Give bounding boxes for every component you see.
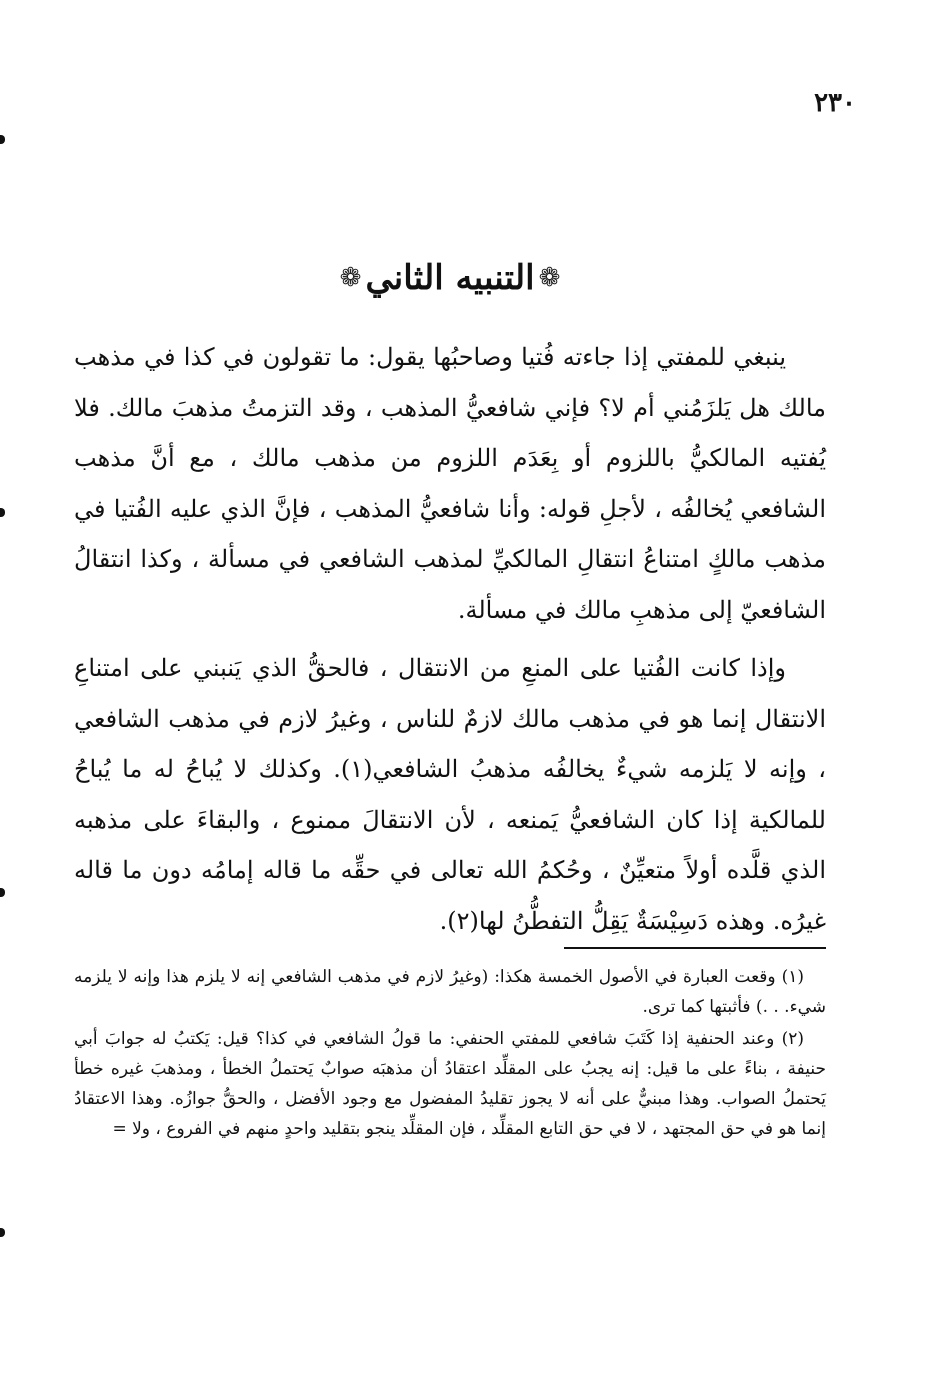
scan-edge-mark	[0, 135, 5, 144]
footnote-1: (١) وقعت العبارة في الأصول الخمسة هكذا: (وغيرُ لازم في مذهب الشافعي إنه لا يلزم هذا وإنه لا يلزمه شيء. . .) فأثبتها كما ترى.	[74, 967, 826, 1017]
page-number: ٢٣٠	[814, 88, 856, 118]
footnote-2: (٢) وعند الحنفية إذا كَتَبَ شافعي للمفتي الحنفي: ما قولُ الشافعي في كذا؟ قيل: يَكتبُ له جوابَ أبي حنيفة ، بناءً على ما قيل: إنه يجبُ على المقلِّد اعتقادُ أن مذهبَه صوابٌ يَحتملُ الخطأ ، ومذهبَ غيره خطأ يَحتملُ الصواب. وهذا مبنيٌّ على أنه لا يجوز تقليدُ المفضول مع وجود الأفضل ، والحقُّ جوازُه. وهذا الاعتقادُ إنما هو في حق المجتهد ، لا في حق التابع المقلِّد ، فإن المقلِّد ينجو بتقليد واحدٍ منهم في الفروع ، ولا =	[74, 1029, 826, 1139]
scan-edge-mark	[0, 508, 5, 517]
paragraph-1: ينبغي للمفتي إذا جاءته فُتيا وصاحبُها يقول: ما تقولون في كذا في مذهب مالك هل يَلزَمُني أم لا؟ فإني شافعيُّ المذهب ، وقد التزمتُ مذهبَ مالك. فلا يُفتيه المالكيُّ باللزوم أو بِعَدَم اللزوم من مذهب مالك ، مع أنَّ مذهب الشافعي يُخالفُه ، لأجلِ قوله: وأنا شافعيُّ المذهب ، فإنَّ الذي عليه الفُتيا في مذهب مالكٍ امتناعُ انتقالِ المالكيِّ لمذهب الشافعي في مسألة ، وكذا انتقالُ الشافعيّ إلى مذهبِ مالك في مسألة.	[74, 343, 826, 624]
scan-edge-mark	[0, 888, 5, 897]
heading-ornament-left-icon: ❁	[339, 263, 362, 293]
footnotes	[74, 962, 826, 1146]
heading-title: التنبيه الثاني	[365, 258, 535, 298]
main-text	[74, 332, 826, 946]
scan-edge-mark	[0, 1228, 5, 1237]
heading-ornament-right-icon: ❁	[538, 263, 561, 293]
footnote-divider	[564, 947, 826, 949]
section-heading	[300, 248, 600, 308]
paragraph-2: وإذا كانت الفُتيا على المنعِ من الانتقال ، فالحقُّ الذي يَنبني على امتناعِ الانتقال إنما هو في مذهب مالك لازمٌ للناس ، وغيرُ لازم في مذهب الشافعي ، وإنه لا يَلزمه شيءٌ يخالفُه مذهبُ الشافعي(١). وكذلك لا يُباحُ له ما يُباحُ للمالكية إذا كان الشافعيُّ يَمنعه ، لأن الانتقالَ ممنوع ، والبقاءَ على مذهبه الذي قلَّده أولاً متعيِّنٌ ، وحُكمُ الله تعالى في حقِّه ما قاله إمامُه دون ما قاله غيرُه. وهذه دَسِيْسَةٌ يَقِلُّ التفطُّنُ لها(٢).	[74, 654, 827, 935]
